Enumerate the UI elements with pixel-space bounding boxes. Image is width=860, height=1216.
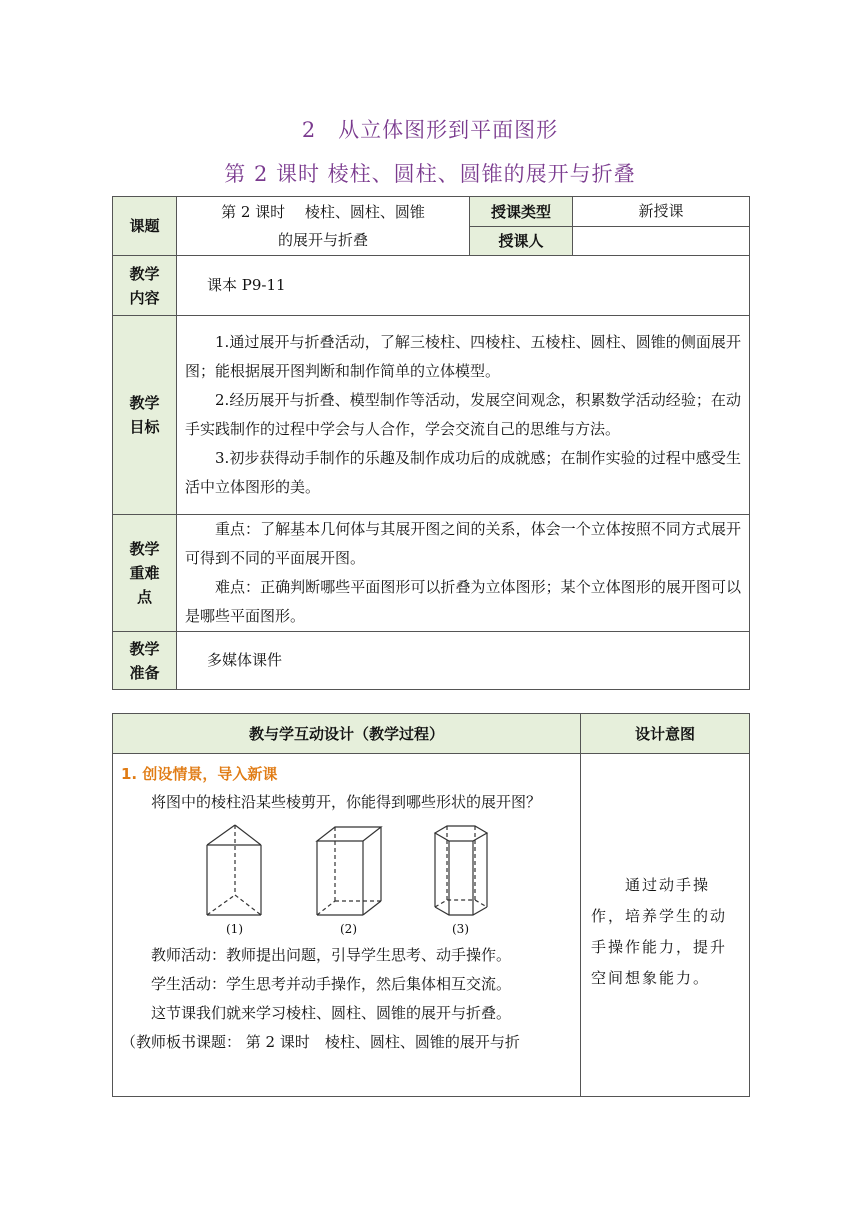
- pentagonal-prism-figure: [431, 823, 491, 937]
- triangular-prism-figure: [203, 823, 267, 937]
- keypoints-label-line3: 点: [136, 588, 152, 606]
- student-activity: 学生活动：学生思考并动手操作，然后集体相互交流。: [151, 975, 512, 993]
- goals-label: [113, 316, 177, 515]
- content-label-line1: 教学: [129, 264, 160, 283]
- content-label: [113, 256, 177, 316]
- section-title: 1. 创设情景，导入新课: [121, 765, 278, 783]
- board-text: （教师板书课题： 第 2 课时 棱柱、圆柱、圆锥的展开与折: [121, 1033, 520, 1051]
- figure-label-2: (2): [340, 922, 357, 936]
- prism-figures: [121, 823, 572, 937]
- topic-value-line2: 的展开与折叠: [277, 231, 368, 249]
- process-body: [113, 754, 581, 1097]
- goal-2: 2.经历展开与折叠、模型制作等活动，发展空间观念，积累数学活动经验；在动手实践制作的过程中学会与人合作，学会交流自己的思维与方法。: [185, 391, 741, 438]
- goals-value: [177, 316, 750, 515]
- prep-value: 多媒体课件: [177, 632, 750, 690]
- keypoints-label-line1: 教学: [129, 540, 160, 558]
- topic-label: 课题: [113, 197, 177, 256]
- teaching-process-table: [112, 713, 750, 1097]
- question-text: 将图中的棱柱沿某些棱剪开，你能得到哪些形状的展开图？: [151, 793, 542, 811]
- content-value: 课本 P9-11: [177, 256, 750, 316]
- intro-text: 这节课我们就来学习棱柱、圆柱、圆锥的展开与折叠。: [151, 1004, 512, 1022]
- topic-value: [177, 197, 470, 256]
- lesson-info-table: [112, 196, 750, 690]
- teacher-activity: 教师活动：教师提出问题，引导学生思考、动手操作。: [151, 946, 512, 964]
- key-point: 重点：了解基本几何体与其展开图之间的关系，体会一个立体按照不同方式展开可得到不同的平面展开图。: [185, 520, 741, 567]
- goals-label-line1: 教学: [129, 394, 160, 412]
- teacher-value: [573, 227, 750, 256]
- topic-value-line1: 第 2 课时 棱柱、圆柱、圆锥: [221, 203, 425, 221]
- prep-label: [113, 632, 177, 690]
- goal-3: 3.初步获得动手制作的乐趣及制作成功后的成就感；在制作实验的过程中感受生活中立体图形的美。: [185, 449, 741, 496]
- teacher-label: 授课人: [470, 227, 573, 256]
- keypoints-label: [113, 515, 177, 632]
- prep-label-line1: 教学: [129, 639, 160, 658]
- intent-header: 设计意图: [581, 714, 750, 754]
- sub-title: 第 2 课时 棱柱、圆柱、圆锥的展开与折叠: [224, 162, 636, 186]
- figure-label-3: (3): [452, 922, 469, 936]
- quadrangular-prism-figure: [313, 823, 385, 937]
- prep-label-line2: 准备: [129, 663, 160, 682]
- figure-label-1: (1): [226, 922, 243, 936]
- process-header: 教与学互动设计（教学过程）: [113, 714, 581, 754]
- design-intent: 通过动手操作，培养学生的动手操作能力，提升空间想象能力。: [581, 754, 750, 1097]
- content-label-line2: 内容: [129, 288, 160, 307]
- triangular-prism-icon: [203, 823, 267, 919]
- lesson-type-label: 授课类型: [470, 197, 573, 227]
- difficult-point: 难点：正确判断哪些平面图形可以折叠为立体图形；某个立体图形的展开图可以是哪些平面图形。: [185, 578, 741, 625]
- lesson-type-value: 新授课: [573, 197, 750, 227]
- main-title: 2 从立体图形到平面图形: [301, 118, 559, 142]
- pentagonal-prism-icon: [431, 823, 491, 919]
- keypoints-value: [177, 515, 750, 632]
- goals-label-line2: 目标: [129, 418, 160, 436]
- quadrangular-prism-icon: [313, 823, 385, 919]
- keypoints-label-line2: 重难: [129, 564, 160, 582]
- goal-1: 1.通过展开与折叠活动，了解三棱柱、四棱柱、五棱柱、圆柱、圆锥的侧面展开图；能根据展开图判断和制作简单的立体模型。: [185, 333, 741, 380]
